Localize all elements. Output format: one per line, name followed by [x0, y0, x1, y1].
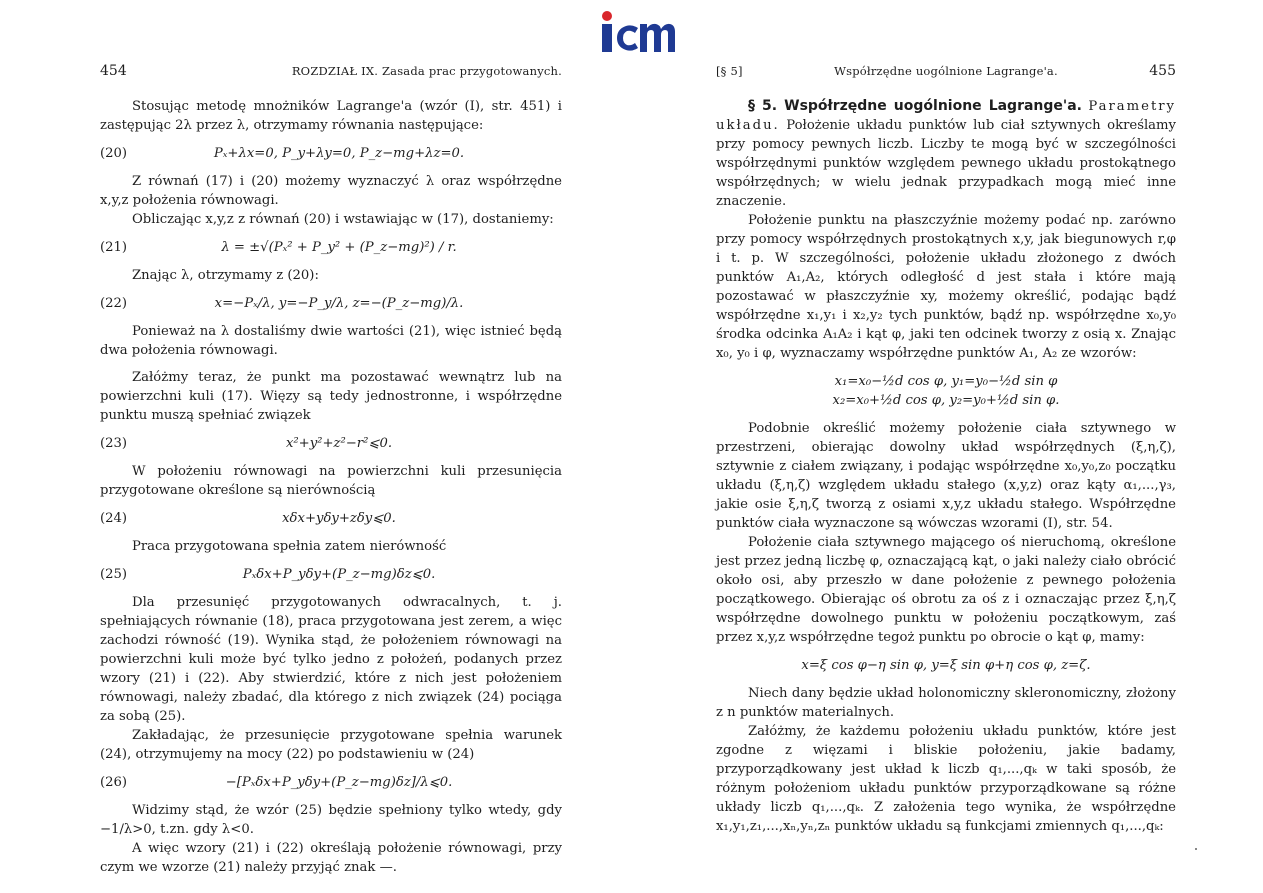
equation-body: Pₓδx+P_yδy+(P_z−mg)δz⩽0. [242, 567, 436, 582]
equation-number: (26) [100, 775, 128, 790]
equation-number: (25) [100, 567, 128, 582]
equation-number: (21) [100, 240, 128, 255]
paragraph: Obliczając x,y,z z równań (20) i wstawiając w (17), dostaniemy: [132, 212, 554, 227]
left-page [100, 62, 562, 877]
equation-body: −[Pₓδx+P_yδy+(P_z−mg)δz]/λ⩽0. [225, 775, 453, 790]
equation-number: (24) [100, 511, 128, 526]
running-title: ROZDZIAŁ IX. Zasada prac przygotowanych. [291, 64, 562, 78]
section-heading: § 5. Współrzędne uogólnione Lagrange'a. [748, 98, 1082, 114]
logo-i-stem [602, 24, 612, 52]
section-lead: Parametry układu. [716, 99, 1176, 133]
page-number: 454 [100, 63, 127, 79]
equation-25 [100, 565, 562, 584]
equation-21 [100, 238, 562, 257]
equation-a1 [716, 372, 1176, 391]
equation-body: x₂=x₀+½d cos φ, y₂=y₀+½d sin φ. [832, 393, 1060, 408]
logo-c [617, 25, 638, 50]
paragraph-text: Położenie układu punktów lub ciał sztywnych określamy przy pomocy pewnych liczb. Liczby te mogą być w szczególności współrzędnymi punktów względem pewnego układu prostokątnego współrzędnych; w wielu jednak przypadkach mogą mieć inne znaczenie. [716, 118, 1176, 209]
equation-23 [100, 434, 562, 453]
paragraph: Niech dany będzie układ holonomiczny skleronomiczny, złożony z n punktów materialnych. [716, 686, 1176, 720]
paragraph: Położenie ciała sztywnego mającego oś nieruchomą, określone jest przez jedną liczbę φ, oznaczającą kąt, o jaki należy ciało obrócić około osi, aby przeszło w dane położenie z pewnego położenia początkowego. Obierając oś obrotu za oś z i oznaczając przez ξ,η,ζ współrzędne dowolnego punktu w położeniu początkowym, zaś przez x,y,z współrzędne tegoż punktu po obrocie o kąt φ, mamy: [716, 535, 1176, 645]
equation-body: λ = ±√(Pₓ² + P_y² + (P_z−mg)²) / r. [221, 240, 457, 255]
section-mark: [§ 5] [716, 64, 743, 78]
right-page [716, 62, 1176, 836]
paragraph: Zakładając, że przesunięcie przygotowane spełnia warunek (24), otrzymujemy na mocy (22) po podstawieniu w (24) [100, 728, 562, 762]
equation-body: x=ξ cos φ−η sin φ, y=ξ sin φ+η cos φ, z=ζ. [801, 658, 1091, 673]
paragraph: Widzimy stąd, że wzór (25) będzie spełniony tylko wtedy, gdy −1/λ>0, t.zn. gdy λ<0. [100, 803, 562, 837]
paragraph: A więc wzory (21) i (22) określają położenie równowagi, przy czym we wzorze (21) należy przyjąć znak —. [100, 841, 562, 875]
logo-m [640, 24, 675, 52]
equation-body: xδx+yδy+zδy⩽0. [282, 511, 396, 526]
page-number: 455 [1149, 63, 1176, 79]
section-intro [716, 97, 1176, 211]
icm-logo [598, 10, 676, 56]
paragraph: Położenie punktu na płaszczyźnie możemy podać np. zarówno przy pomocy współrzędnych prostokątnych x,y, jak biegunowych r,φ i t. p. W szczególności, położenie układu złożonego z dwóch punktów A₁,A₂, których odległość d jest stała i które mają pozostawać w płaszczyźnie xy, możemy określić, podając bądź współrzędne x₁,y₁ i x₂,y₂ tych punktów, bądź np. współrzędne x₀,y₀ środka odcinka A₁A₂ i kąt φ, jaki ten odcinek tworzy z osią x. Znając x₀, y₀ i φ, wyznaczamy współrzędne punktów A₁, A₂ ze wzorów: [716, 213, 1176, 361]
equation-b [716, 656, 1176, 675]
paragraph: Dla przesunięć przygotowanych odwracalnych, t. j. spełniających równanie (18), praca przygotowana jest zerem, a więc zachodzi równość (19). Wynika stąd, że położeniem równowagi na powierzchni kuli może być tylko jedno z położeń, podanych przez wzory (21) i (22). Aby stwierdzić, które z nich jest położeniem równowagi, należy zbadać, dla którego z nich związek (24) pociąga za sobą (25). [100, 595, 562, 724]
equation-body: x=−Pₓ/λ, y=−P_y/λ, z=−(P_z−mg)/λ. [214, 296, 464, 311]
paragraph: Podobnie określić możemy położenie ciała sztywnego w przestrzeni, obierając dowolny układ współrzędnych (ξ,η,ζ), sztywnie z ciałem związany, i podając współrzędne x₀,y₀,z₀ początku układu (ξ,η,ζ) względem układu stałego (x,y,z) oraz kąty α₁,...,γ₃, jakie osie ξ,η,ζ tworzą z osiami x,y,z układu stałego. Współrzędne punktów ciała wyznaczone są wówczas wzorami (I), str. 54. [716, 421, 1176, 531]
equation-26 [100, 773, 562, 792]
logo-dot [602, 11, 612, 21]
equation-24 [100, 509, 562, 528]
scan-speck [1195, 848, 1197, 850]
equation-20 [100, 144, 562, 163]
left-page-header [100, 62, 562, 81]
right-page-header [716, 62, 1176, 81]
paragraph: Załóżmy teraz, że punkt ma pozostawać wewnątrz lub na powierzchni kuli (17). Więzy są tedy jednostronne, i współrzędne punktu muszą spełniać związek [100, 370, 562, 423]
paragraph: W położeniu równowagi na powierzchni kuli przesunięcia przygotowane określone są nierównością [100, 464, 562, 498]
equation-body: Pₓ+λx=0, P_y+λy=0, P_z−mg+λz=0. [213, 146, 465, 161]
equation-a2 [716, 391, 1176, 410]
equation-number: (20) [100, 146, 128, 161]
equation-body: x₁=x₀−½d cos φ, y₁=y₀−½d sin φ [834, 374, 1058, 389]
paragraph: Ponieważ na λ dostaliśmy dwie wartości (21), więc istnieć będą dwa położenia równowagi. [100, 324, 562, 358]
paragraph: Praca przygotowana spełnia zatem nierówność [132, 539, 447, 554]
paragraph: Załóżmy, że każdemu położeniu układu punktów, które jest zgodne z więzami i bliskie położeniu, jakie badamy, przyporządkowany jest układ k liczb q₁,...,qₖ w taki sposób, że różnym położeniom układu punktów przyporządkowane są różne układy liczb q₁,...,qₖ. Z założenia tego wynika, że współrzędne x₁,y₁,z₁,...,xₙ,yₙ,zₙ punktów układu są funkcjami zmiennych q₁,...,qₖ: [716, 724, 1176, 834]
equation-22 [100, 294, 562, 313]
equation-number: (23) [100, 436, 128, 451]
running-title: Współrzędne uogólnione Lagrange'a. [834, 64, 1058, 78]
equation-number: (22) [100, 296, 128, 311]
paragraph: Z równań (17) i (20) możemy wyznaczyć λ oraz współrzędne x,y,z położenia równowagi. [100, 174, 562, 208]
paragraph: Stosując metodę mnożników Lagrange'a (wzór (I), str. 451) i zastępując 2λ przez λ, otrzymamy równania następujące: [100, 99, 562, 133]
equation-body: x²+y²+z²−r²⩽0. [285, 436, 393, 451]
paragraph: Znając λ, otrzymamy z (20): [132, 268, 319, 283]
